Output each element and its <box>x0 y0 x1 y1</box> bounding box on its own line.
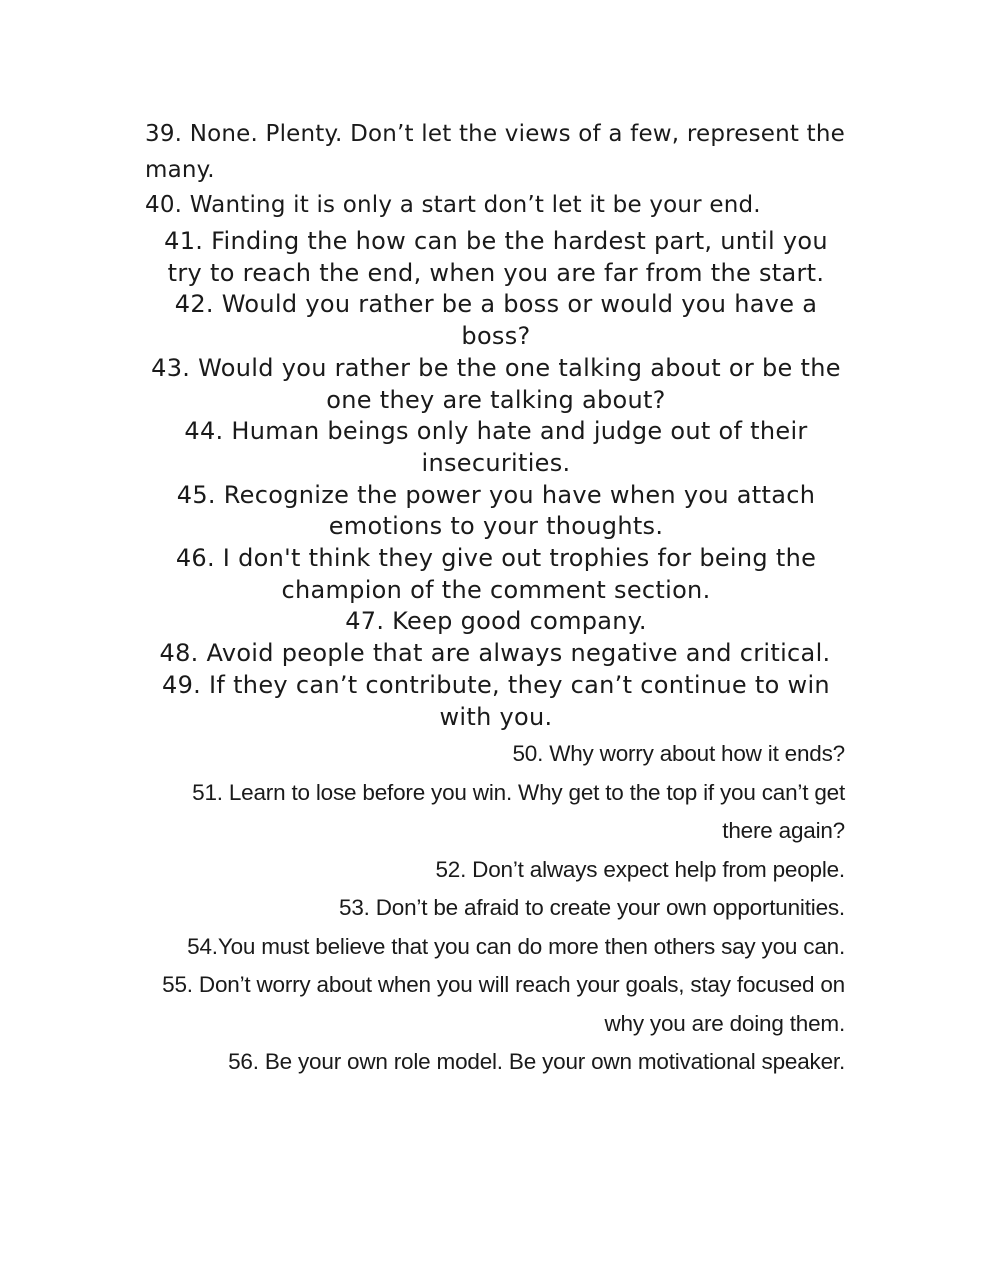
quote-43: 43. Would you rather be the one talking about or be the one they are talking about? <box>151 353 841 414</box>
quote-53: 53. Don’t be afraid to create your own opportunities. <box>339 895 845 921</box>
quote-50: 50. Why worry about how it ends? <box>512 741 845 767</box>
quote-49: 49. If they can’t contribute, they can’t continue to win with you. <box>162 670 830 731</box>
quote-52: 52. Don’t always expect help from people. <box>435 856 845 882</box>
quote-54: 54.You must believe that you can do more then others say you can. <box>187 933 845 959</box>
quote-41: 41. Finding the how can be the hardest part, until you try to reach the end, when you are far from the start. <box>164 227 828 287</box>
quote-42: 42. Would you rather be a boss or would you have a boss? <box>174 290 818 351</box>
quote-47: 47. Keep good company. <box>345 607 647 636</box>
quote-51: 51. Learn to lose before you win. Why get to the top if you can’t get there again? <box>192 779 845 844</box>
quote-45: 45. Recognize the power you have when you attach emotions to your thoughts. <box>176 480 816 541</box>
quote-55: 55. Don’t worry about when you will reach your goals, stay focused on why you are doing them. <box>162 972 845 1036</box>
quote-48: 48. Avoid people that are always negative and critical. <box>159 639 831 668</box>
quote-40: 40. Wanting it is only a start don’t let it be your end. <box>145 192 761 218</box>
quote-39: 39. None. Plenty. Don’t let the views of a few, represent the many. <box>145 121 846 183</box>
quote-56: 56. Be your own role model. Be your own motivational speaker. <box>228 1049 845 1075</box>
quote-44: 44. Human beings only hate and judge out of their insecurities. <box>184 417 808 477</box>
quote-46: 46. I don't think they give out trophies for being the champion of the comment section. <box>175 544 817 604</box>
document-page <box>145 116 845 1082</box>
